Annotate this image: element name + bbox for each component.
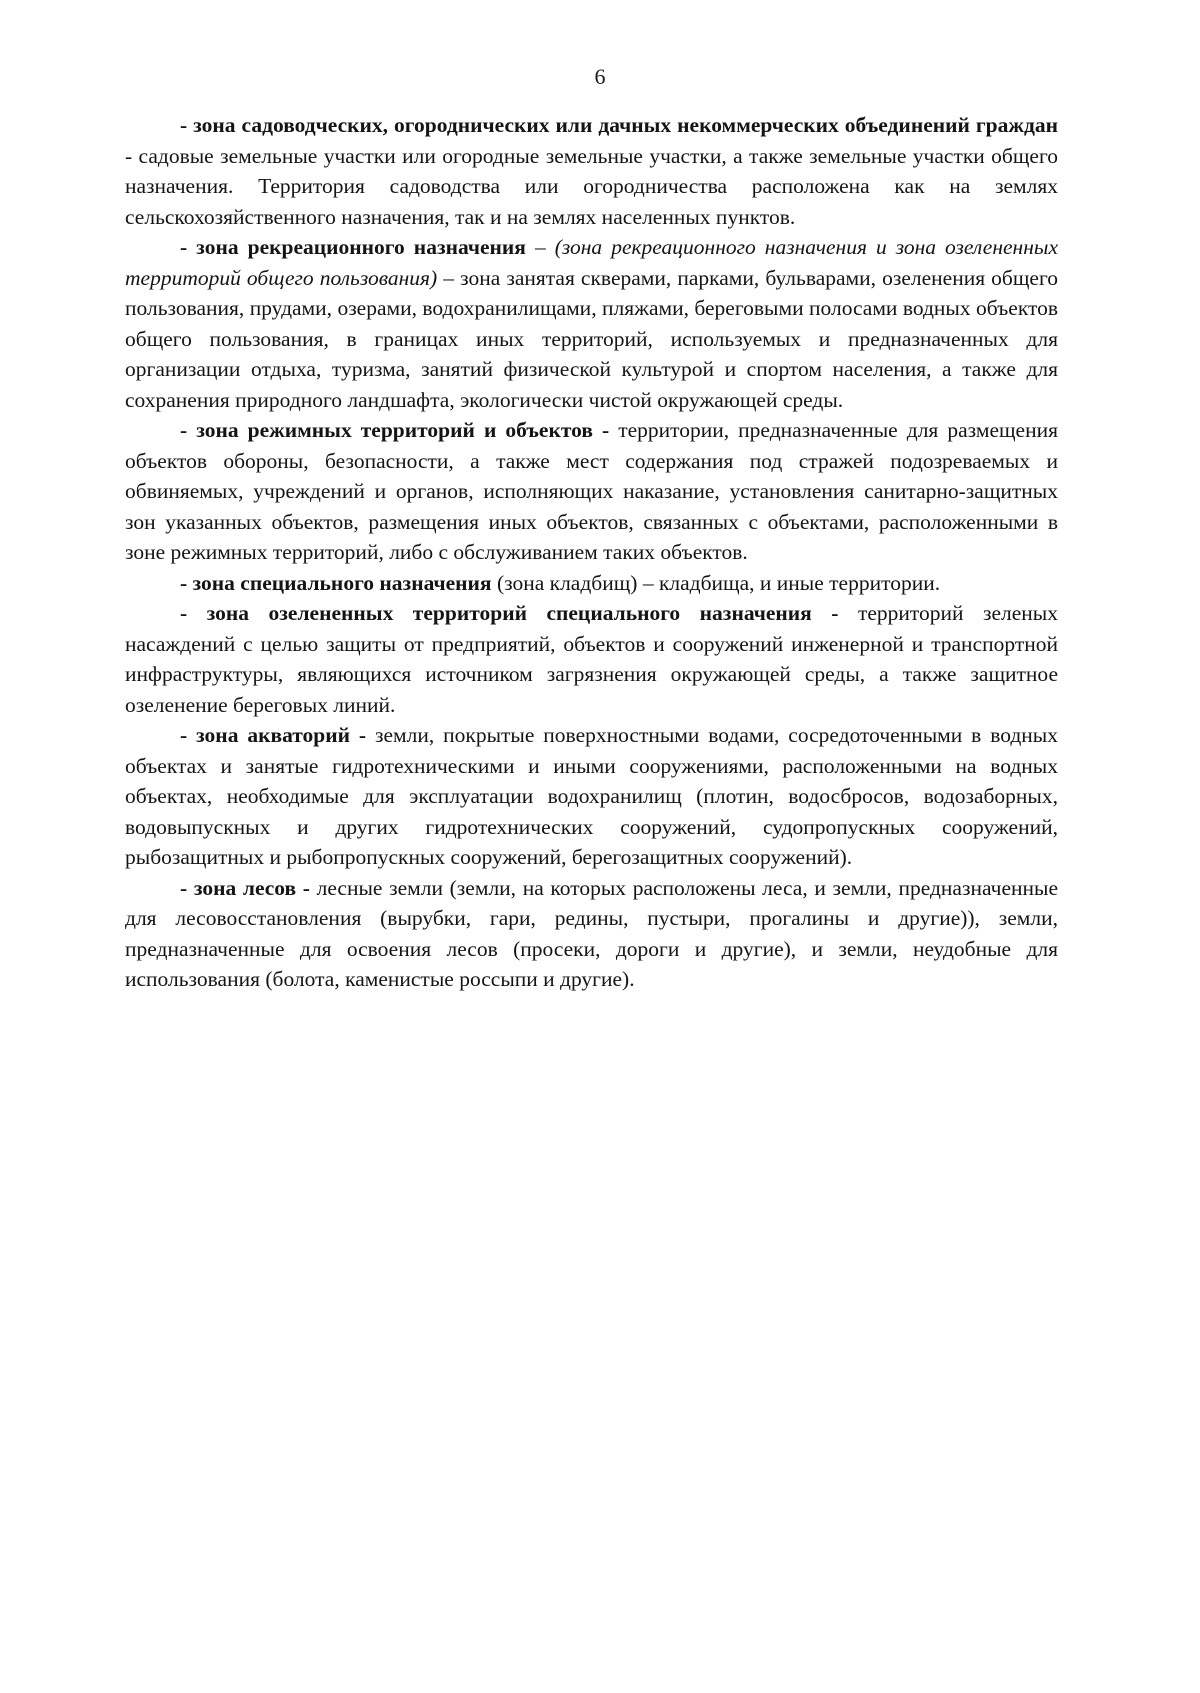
zone-title: - зона садоводческих, огороднических или дачных некоммерческих объединений граждан: [180, 113, 1058, 137]
paragraph-recreation-zone: [125, 232, 1058, 415]
zone-description: (зона кладбищ) – кладбища, и иные территории.: [491, 570, 941, 595]
paragraph-regime-zone: [125, 415, 1058, 568]
paragraph-special-zone: [125, 568, 1058, 599]
zone-title: - зона акваторий -: [180, 723, 367, 747]
zone-description: – зона занятая скверами, парками, бульварами, озеленения общего пользования, прудами, озерами, водохранилищами, пляжами, береговыми полосами водных объектов общего пользования, в границах иных территорий, используемых и предназначенных для организации отдыха, туризма, занятий физической культурой и спортом населения, а также для сохранения природного ландшафта, экологически чистой окружающей среды.: [125, 265, 1058, 412]
zone-description: территории, предназначенные для размещения объектов обороны, безопасности, а также мест содержания под стражей подозреваемых и обвиняемых, учреждений и органов, исполняющих наказание, установления санитарно-защитных зон указанных объектов, размещения иных объектов, связанных с объектами, расположенными в зоне режимных территорий, либо с обслуживанием таких объектов.: [125, 418, 1058, 564]
paragraph-forest-zone: [125, 873, 1058, 995]
zone-description: - садовые земельные участки или огородные земельные участки, а также земельные участки общего назначения. Территория садоводства или огородничества расположена как на землях сельскохозяйственного назначения, так и на землях населенных пунктов.: [125, 143, 1058, 229]
zone-note: – (зона рекреационного назначения и зона озелененных территорий общего пользования): [125, 235, 1058, 290]
document-body: [125, 110, 1058, 995]
zone-title: - зона рекреационного назначения: [180, 235, 526, 259]
paragraph-water-zone: [125, 720, 1058, 873]
zone-description: лесные земли (земли, на которых расположены леса, и земли, предназначенные для лесовосстановления (вырубки, гари, редины, пустыри, прогалины и другие)), земли, предназначенные для освоения лесов (просеки, дороги и другие), и земли, неудобные для использования (болота, каменистые россыпи и другие).: [125, 875, 1058, 991]
page-number: 6: [594, 64, 606, 89]
zone-title: - зона специального назначения: [180, 570, 492, 595]
zone-title: - зона лесов -: [180, 875, 310, 900]
zone-title: - зона режимных территорий и объектов -: [180, 418, 610, 442]
zone-description: земли, покрытые поверхностными водами, сосредоточенными в водных объектах и занятые гидротехническими и иными сооружениями, расположенными на водных объектах, необходимые для эксплуатации водохранилищ (плотин, водосбросов, водозаборных, водовыпускных и других гидротехнических сооружений, судопропускных сооружений, рыбозащитных и рыбопропускных сооружений, берегозащитных сооружений).: [125, 723, 1058, 869]
paragraph-garden-zone: [125, 110, 1058, 232]
zone-description: территорий зеленых насаждений с целью защиты от предприятий, объектов и сооружений инженерной и транспортной инфраструктуры, являющихся источником загрязнения окружающей среды, а также защитное озеленение береговых линий.: [125, 601, 1059, 717]
zone-title: - зона озелененных территорий специального назначения -: [180, 601, 839, 625]
paragraph-greenery-zone: [125, 598, 1058, 720]
